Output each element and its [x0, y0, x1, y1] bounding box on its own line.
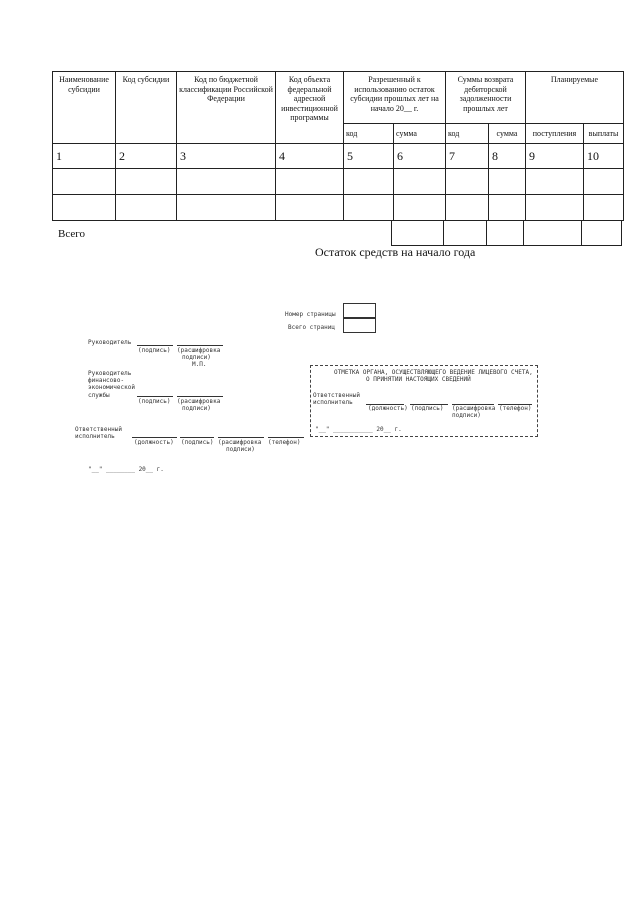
decode-caption: подписи): [182, 354, 211, 361]
column-number: 5: [344, 144, 394, 169]
finance-head-label: Руководитель финансово-экономической службы: [88, 370, 135, 399]
header-budget-class-code: Код по бюджетной классификации Российской Федерации: [177, 72, 276, 144]
mark-box-title: ОТМЕТКА ОРГАНА, ОСУЩЕСТВЛЯЮЩЕГО ВЕДЕНИЕ ЛИЦЕВОГО СЧЕТА,: [334, 369, 533, 376]
subheader-receipts: поступления: [526, 124, 584, 144]
subheader-code: код: [446, 124, 489, 144]
subsidy-table: [52, 71, 624, 221]
position-caption: (должность): [368, 405, 408, 412]
column-number: 8: [489, 144, 526, 169]
page-number-label: Номер страницы: [285, 311, 336, 318]
column-number: 1: [53, 144, 116, 169]
header-subsidy-code: Код субсидии: [116, 72, 177, 144]
total-label: Всего: [58, 228, 85, 240]
header-planned: Планируемые: [526, 72, 624, 124]
decode-caption: подписи): [182, 405, 211, 412]
signature-caption: (подпись): [138, 347, 171, 354]
column-number: 6: [394, 144, 446, 169]
seal-label: М.П.: [192, 361, 207, 368]
decode-caption: подписи): [226, 446, 255, 453]
position-caption: (должность): [134, 439, 174, 446]
header-federal-object-code: Код объекта федеральной адресной инвестиционной программы: [276, 72, 344, 144]
decode-caption: (расшифровка подписи): [452, 405, 496, 420]
phone-caption: (телефон): [499, 405, 532, 412]
signature-caption: (подпись): [181, 439, 214, 446]
total-pages-label: Всего страниц: [288, 324, 335, 331]
mark-responsible-label: Ответственный исполнитель: [313, 392, 360, 407]
responsible-label: Ответственный исполнитель: [75, 426, 122, 441]
signature-caption: (подпись): [411, 405, 444, 412]
subheader-sum: сумма: [489, 124, 526, 144]
header-name: Наименование субсидии: [53, 72, 116, 144]
column-number: 3: [177, 144, 276, 169]
total-row: [391, 220, 622, 246]
head-label: Руководитель: [88, 339, 132, 346]
table-row: [53, 169, 624, 195]
balance-label: Остаток средств на начало года: [315, 245, 476, 259]
header-return-sums: Суммы возврата дебиторской задолженности прошлых лет: [446, 72, 526, 124]
table-row: [53, 195, 624, 221]
header-permitted-use: Разрешенный к использованию остаток субсидии прошлых лет на начало 20__ г.: [344, 72, 446, 124]
total-pages-field[interactable]: [343, 318, 376, 333]
mark-box-subtitle: О ПРИНЯТИИ НАСТОЯЩИХ СВЕДЕНИЙ: [366, 376, 471, 383]
subheader-sum: сумма: [394, 124, 446, 144]
subheader-code: код: [344, 124, 394, 144]
decode-caption: (расшифровка: [177, 347, 221, 354]
phone-caption: (телефон): [268, 439, 301, 446]
decode-caption: (расшифровка: [177, 398, 221, 405]
column-number: 2: [116, 144, 177, 169]
column-number: 10: [584, 144, 624, 169]
column-number: 9: [526, 144, 584, 169]
mark-date: "__" ___________ 20__ г.: [315, 426, 402, 433]
column-number: 7: [446, 144, 489, 169]
page-number-field[interactable]: [343, 303, 376, 318]
subheader-payments: выплаты: [584, 124, 624, 144]
column-number: 4: [276, 144, 344, 169]
signature-date: "__" ________ 20__ г.: [88, 466, 164, 473]
decode-caption: (расшифровка: [218, 439, 262, 446]
signature-caption: (подпись): [138, 398, 171, 405]
